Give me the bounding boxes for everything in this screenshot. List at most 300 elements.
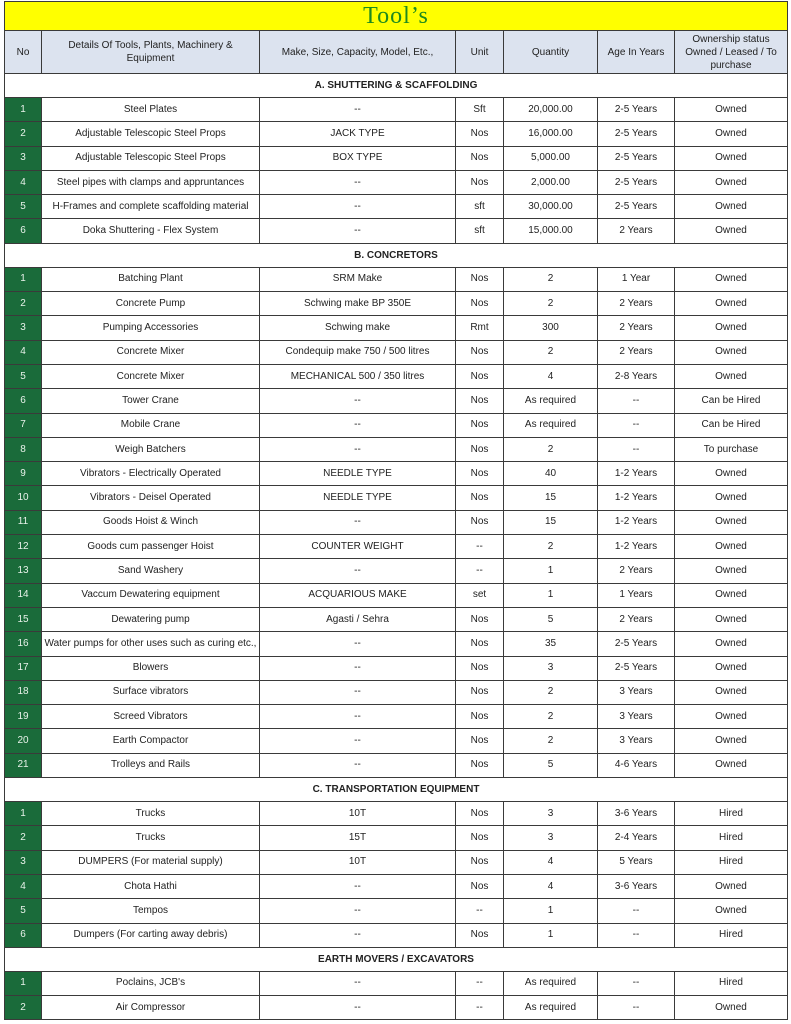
cell-quantity: 40 <box>504 462 598 486</box>
cell-age: 1-2 Years <box>598 486 675 510</box>
cell-age: 1 Year <box>598 267 675 291</box>
header-age: Age In Years <box>598 31 675 74</box>
cell-no: 10 <box>5 486 42 510</box>
cell-age: 2 Years <box>598 607 675 631</box>
cell-make: -- <box>260 729 456 753</box>
table-row <box>5 753 788 777</box>
cell-age: -- <box>598 413 675 437</box>
cell-make: -- <box>260 632 456 656</box>
cell-unit: Nos <box>456 826 504 850</box>
table-row <box>5 850 788 874</box>
table-row <box>5 316 788 340</box>
cell-details: Vibrators - Electrically Operated <box>42 462 260 486</box>
cell-quantity: 15 <box>504 510 598 534</box>
cell-unit: Nos <box>456 122 504 146</box>
cell-ownership: Hired <box>675 802 788 826</box>
cell-no: 19 <box>5 705 42 729</box>
cell-age: 2-5 Years <box>598 98 675 122</box>
cell-make: -- <box>260 753 456 777</box>
cell-age: -- <box>598 389 675 413</box>
table-row <box>5 583 788 607</box>
cell-quantity: 2 <box>504 267 598 291</box>
table-row <box>5 729 788 753</box>
cell-quantity: 2 <box>504 729 598 753</box>
cell-unit: Nos <box>456 340 504 364</box>
cell-ownership: Owned <box>675 146 788 170</box>
cell-make: Schwing make BP 350E <box>260 292 456 316</box>
cell-age: 3 Years <box>598 729 675 753</box>
cell-make: -- <box>260 389 456 413</box>
cell-quantity: 15 <box>504 486 598 510</box>
cell-make: -- <box>260 510 456 534</box>
cell-quantity: As required <box>504 389 598 413</box>
cell-no: 2 <box>5 292 42 316</box>
cell-make: -- <box>260 98 456 122</box>
cell-age: 3 Years <box>598 680 675 704</box>
cell-unit: Nos <box>456 923 504 947</box>
cell-ownership: Hired <box>675 850 788 874</box>
header-no: No <box>5 31 42 74</box>
cell-unit: Nos <box>456 413 504 437</box>
table-row <box>5 437 788 461</box>
cell-age: 1 Years <box>598 583 675 607</box>
cell-unit: sft <box>456 219 504 243</box>
cell-quantity: 1 <box>504 583 598 607</box>
cell-details: Tempos <box>42 899 260 923</box>
cell-make: -- <box>260 170 456 194</box>
cell-make: 15T <box>260 826 456 850</box>
cell-details: Air Compressor <box>42 996 260 1020</box>
section-title: EARTH MOVERS / EXCAVATORS <box>5 947 788 971</box>
cell-quantity: 4 <box>504 850 598 874</box>
cell-make: -- <box>260 437 456 461</box>
cell-unit: -- <box>456 971 504 995</box>
header-details: Details Of Tools, Plants, Machinery & Equipment <box>42 31 260 74</box>
cell-details: Steel pipes with clamps and appruntances <box>42 170 260 194</box>
cell-make: JACK TYPE <box>260 122 456 146</box>
cell-make: NEEDLE TYPE <box>260 462 456 486</box>
cell-age: 2-5 Years <box>598 656 675 680</box>
cell-age: 5 Years <box>598 850 675 874</box>
section-title: C. TRANSPORTATION EQUIPMENT <box>5 778 788 802</box>
cell-make: MECHANICAL 500 / 350 litres <box>260 364 456 388</box>
cell-ownership: Owned <box>675 899 788 923</box>
cell-unit: Nos <box>456 437 504 461</box>
section-header-row <box>5 243 788 267</box>
cell-details: Adjustable Telescopic Steel Props <box>42 122 260 146</box>
cell-details: Water pumps for other uses such as curing etc., <box>42 632 260 656</box>
cell-details: Trucks <box>42 802 260 826</box>
table-row <box>5 874 788 898</box>
cell-details: Vaccum Dewatering equipment <box>42 583 260 607</box>
cell-age: 2-8 Years <box>598 364 675 388</box>
cell-ownership: Owned <box>675 340 788 364</box>
cell-ownership: Owned <box>675 535 788 559</box>
cell-make: -- <box>260 996 456 1020</box>
header-quantity: Quantity <box>504 31 598 74</box>
table-row <box>5 146 788 170</box>
header-ownership: Ownership status Owned / Leased / To purchase <box>675 31 788 74</box>
table-row <box>5 826 788 850</box>
section-header-row <box>5 947 788 971</box>
cell-make: -- <box>260 705 456 729</box>
cell-quantity: 2 <box>504 340 598 364</box>
cell-make: Schwing make <box>260 316 456 340</box>
cell-ownership: Owned <box>675 656 788 680</box>
table-row <box>5 802 788 826</box>
title-row <box>5 2 788 31</box>
cell-ownership: Owned <box>675 267 788 291</box>
cell-unit: -- <box>456 899 504 923</box>
cell-age: 2 Years <box>598 340 675 364</box>
cell-quantity: 2 <box>504 680 598 704</box>
cell-ownership: Can be Hired <box>675 389 788 413</box>
table-row <box>5 510 788 534</box>
cell-no: 1 <box>5 802 42 826</box>
cell-age: 2 Years <box>598 316 675 340</box>
cell-unit: -- <box>456 535 504 559</box>
cell-ownership: Owned <box>675 316 788 340</box>
cell-details: Doka Shuttering - Flex System <box>42 219 260 243</box>
tools-table <box>4 1 788 1020</box>
cell-no: 21 <box>5 753 42 777</box>
cell-make: -- <box>260 899 456 923</box>
cell-ownership: Owned <box>675 753 788 777</box>
cell-no: 6 <box>5 219 42 243</box>
cell-ownership: Owned <box>675 462 788 486</box>
cell-age: 2-5 Years <box>598 632 675 656</box>
table-row <box>5 292 788 316</box>
cell-age: 2-5 Years <box>598 170 675 194</box>
cell-unit: set <box>456 583 504 607</box>
cell-unit: Sft <box>456 98 504 122</box>
cell-unit: Nos <box>456 292 504 316</box>
cell-quantity: 30,000.00 <box>504 195 598 219</box>
cell-quantity: 3 <box>504 826 598 850</box>
table-row <box>5 219 788 243</box>
cell-quantity: 2 <box>504 437 598 461</box>
cell-unit: Nos <box>456 389 504 413</box>
cell-make: COUNTER WEIGHT <box>260 535 456 559</box>
cell-no: 12 <box>5 535 42 559</box>
header-make: Make, Size, Capacity, Model, Etc., <box>260 31 456 74</box>
cell-quantity: 4 <box>504 364 598 388</box>
table-row <box>5 899 788 923</box>
cell-ownership: Owned <box>675 364 788 388</box>
cell-no: 6 <box>5 923 42 947</box>
cell-make: -- <box>260 680 456 704</box>
cell-ownership: Owned <box>675 170 788 194</box>
cell-no: 2 <box>5 826 42 850</box>
cell-no: 8 <box>5 437 42 461</box>
cell-age: 4-6 Years <box>598 753 675 777</box>
cell-ownership: Owned <box>675 874 788 898</box>
cell-make: Condequip make 750 / 500 litres <box>260 340 456 364</box>
cell-age: -- <box>598 437 675 461</box>
cell-make: -- <box>260 559 456 583</box>
cell-ownership: Owned <box>675 729 788 753</box>
cell-details: Concrete Mixer <box>42 340 260 364</box>
cell-ownership: Owned <box>675 680 788 704</box>
cell-quantity: 2 <box>504 535 598 559</box>
cell-details: Pumping Accessories <box>42 316 260 340</box>
cell-unit: Nos <box>456 607 504 631</box>
cell-ownership: Owned <box>675 486 788 510</box>
cell-age: 2-5 Years <box>598 146 675 170</box>
cell-no: 7 <box>5 413 42 437</box>
cell-age: 2 Years <box>598 559 675 583</box>
cell-no: 6 <box>5 389 42 413</box>
cell-quantity: 3 <box>504 656 598 680</box>
cell-unit: Nos <box>456 753 504 777</box>
cell-quantity: 1 <box>504 923 598 947</box>
table-row <box>5 632 788 656</box>
cell-no: 9 <box>5 462 42 486</box>
equipment-sheet <box>4 1 787 1020</box>
cell-ownership: Owned <box>675 632 788 656</box>
cell-age: 2-5 Years <box>598 195 675 219</box>
cell-details: Sand Washery <box>42 559 260 583</box>
section-title: A. SHUTTERING & SCAFFOLDING <box>5 74 788 98</box>
cell-no: 1 <box>5 267 42 291</box>
cell-details: Dumpers (For carting away debris) <box>42 923 260 947</box>
cell-no: 11 <box>5 510 42 534</box>
cell-no: 14 <box>5 583 42 607</box>
cell-age: 3-6 Years <box>598 802 675 826</box>
table-row <box>5 705 788 729</box>
cell-unit: Rmt <box>456 316 504 340</box>
cell-no: 17 <box>5 656 42 680</box>
cell-age: 1-2 Years <box>598 462 675 486</box>
table-row <box>5 680 788 704</box>
cell-no: 3 <box>5 850 42 874</box>
table-row <box>5 656 788 680</box>
cell-no: 13 <box>5 559 42 583</box>
table-row <box>5 535 788 559</box>
table-row <box>5 462 788 486</box>
table-row <box>5 340 788 364</box>
cell-unit: Nos <box>456 656 504 680</box>
section-title: B. CONCRETORS <box>5 243 788 267</box>
table-body <box>5 74 788 1020</box>
cell-details: Weigh Batchers <box>42 437 260 461</box>
cell-details: Tower Crane <box>42 389 260 413</box>
cell-quantity: As required <box>504 971 598 995</box>
cell-details: Goods cum passenger Hoist <box>42 535 260 559</box>
cell-unit: sft <box>456 195 504 219</box>
cell-ownership: Owned <box>675 583 788 607</box>
table-row <box>5 195 788 219</box>
cell-quantity: As required <box>504 996 598 1020</box>
cell-age: -- <box>598 996 675 1020</box>
cell-no: 20 <box>5 729 42 753</box>
cell-make: NEEDLE TYPE <box>260 486 456 510</box>
cell-details: Mobile Crane <box>42 413 260 437</box>
cell-age: 1-2 Years <box>598 535 675 559</box>
cell-ownership: Owned <box>675 195 788 219</box>
table-row <box>5 98 788 122</box>
table-row <box>5 122 788 146</box>
cell-age: 2 Years <box>598 292 675 316</box>
cell-no: 3 <box>5 146 42 170</box>
cell-ownership: Owned <box>675 510 788 534</box>
cell-unit: Nos <box>456 680 504 704</box>
cell-quantity: 300 <box>504 316 598 340</box>
cell-details: Steel Plates <box>42 98 260 122</box>
cell-quantity: 5,000.00 <box>504 146 598 170</box>
cell-quantity: 5 <box>504 753 598 777</box>
cell-unit: Nos <box>456 364 504 388</box>
cell-quantity: 2 <box>504 292 598 316</box>
cell-age: -- <box>598 971 675 995</box>
cell-ownership: Hired <box>675 971 788 995</box>
cell-quantity: 20,000.00 <box>504 98 598 122</box>
cell-quantity: 1 <box>504 899 598 923</box>
cell-quantity: 1 <box>504 559 598 583</box>
cell-details: Trucks <box>42 826 260 850</box>
cell-quantity: 3 <box>504 802 598 826</box>
cell-no: 5 <box>5 195 42 219</box>
table-row <box>5 364 788 388</box>
table-row <box>5 389 788 413</box>
cell-age: 2-4 Years <box>598 826 675 850</box>
cell-ownership: Owned <box>675 705 788 729</box>
cell-make: -- <box>260 413 456 437</box>
cell-age: -- <box>598 923 675 947</box>
cell-make: Agasti / Sehra <box>260 607 456 631</box>
cell-unit: Nos <box>456 850 504 874</box>
cell-ownership: Owned <box>675 219 788 243</box>
cell-age: 2-5 Years <box>598 122 675 146</box>
table-row <box>5 559 788 583</box>
cell-quantity: 4 <box>504 874 598 898</box>
cell-make: SRM Make <box>260 267 456 291</box>
cell-make: BOX TYPE <box>260 146 456 170</box>
cell-make: -- <box>260 195 456 219</box>
cell-unit: Nos <box>456 729 504 753</box>
cell-details: Goods Hoist & Winch <box>42 510 260 534</box>
cell-unit: -- <box>456 559 504 583</box>
cell-unit: Nos <box>456 874 504 898</box>
cell-ownership: Owned <box>675 559 788 583</box>
cell-quantity: 2,000.00 <box>504 170 598 194</box>
cell-make: ACQUARIOUS MAKE <box>260 583 456 607</box>
cell-quantity: 35 <box>504 632 598 656</box>
cell-make: -- <box>260 971 456 995</box>
cell-no: 1 <box>5 98 42 122</box>
cell-unit: Nos <box>456 267 504 291</box>
cell-make: -- <box>260 219 456 243</box>
cell-unit: Nos <box>456 510 504 534</box>
cell-details: DUMPERS (For material supply) <box>42 850 260 874</box>
cell-age: 3-6 Years <box>598 874 675 898</box>
section-header-row <box>5 778 788 802</box>
cell-unit: Nos <box>456 802 504 826</box>
cell-ownership: Owned <box>675 607 788 631</box>
cell-details: Surface vibrators <box>42 680 260 704</box>
cell-details: Batching Plant <box>42 267 260 291</box>
cell-age: 1-2 Years <box>598 510 675 534</box>
cell-details: Dewatering pump <box>42 607 260 631</box>
cell-details: Chota Hathi <box>42 874 260 898</box>
cell-details: Earth Compactor <box>42 729 260 753</box>
table-row <box>5 996 788 1020</box>
cell-ownership: To purchase <box>675 437 788 461</box>
cell-no: 2 <box>5 996 42 1020</box>
cell-unit: Nos <box>456 632 504 656</box>
cell-no: 4 <box>5 170 42 194</box>
cell-ownership: Owned <box>675 996 788 1020</box>
cell-unit: Nos <box>456 486 504 510</box>
table-row <box>5 267 788 291</box>
cell-no: 5 <box>5 364 42 388</box>
cell-details: Poclains, JCB's <box>42 971 260 995</box>
cell-make: 10T <box>260 802 456 826</box>
cell-unit: Nos <box>456 462 504 486</box>
header-row <box>5 31 788 74</box>
cell-no: 1 <box>5 971 42 995</box>
cell-no: 4 <box>5 874 42 898</box>
cell-age: -- <box>598 899 675 923</box>
cell-no: 3 <box>5 316 42 340</box>
cell-details: Vibrators - Deisel Operated <box>42 486 260 510</box>
table-row <box>5 170 788 194</box>
cell-ownership: Owned <box>675 292 788 316</box>
table-row <box>5 486 788 510</box>
cell-no: 5 <box>5 899 42 923</box>
table-row <box>5 971 788 995</box>
cell-details: Concrete Pump <box>42 292 260 316</box>
table-row <box>5 413 788 437</box>
cell-details: Blowers <box>42 656 260 680</box>
cell-details: Adjustable Telescopic Steel Props <box>42 146 260 170</box>
cell-make: -- <box>260 874 456 898</box>
cell-unit: Nos <box>456 146 504 170</box>
cell-no: 16 <box>5 632 42 656</box>
header-unit: Unit <box>456 31 504 74</box>
cell-quantity: 2 <box>504 705 598 729</box>
cell-details: Screed Vibrators <box>42 705 260 729</box>
cell-quantity: 15,000.00 <box>504 219 598 243</box>
cell-unit: Nos <box>456 705 504 729</box>
table-row <box>5 607 788 631</box>
cell-no: 18 <box>5 680 42 704</box>
table-row <box>5 923 788 947</box>
cell-no: 4 <box>5 340 42 364</box>
sheet-title: Tool’s <box>5 2 788 31</box>
cell-age: 2 Years <box>598 219 675 243</box>
cell-no: 2 <box>5 122 42 146</box>
cell-quantity: 16,000.00 <box>504 122 598 146</box>
cell-no: 15 <box>5 607 42 631</box>
cell-details: Concrete Mixer <box>42 364 260 388</box>
cell-make: 10T <box>260 850 456 874</box>
cell-unit: Nos <box>456 170 504 194</box>
cell-quantity: As required <box>504 413 598 437</box>
cell-make: -- <box>260 656 456 680</box>
cell-age: 3 Years <box>598 705 675 729</box>
cell-ownership: Owned <box>675 122 788 146</box>
section-header-row <box>5 74 788 98</box>
cell-details: H-Frames and complete scaffolding material <box>42 195 260 219</box>
cell-ownership: Hired <box>675 826 788 850</box>
cell-ownership: Owned <box>675 98 788 122</box>
cell-quantity: 5 <box>504 607 598 631</box>
cell-details: Trolleys and Rails <box>42 753 260 777</box>
cell-ownership: Can be Hired <box>675 413 788 437</box>
cell-make: -- <box>260 923 456 947</box>
cell-unit: -- <box>456 996 504 1020</box>
